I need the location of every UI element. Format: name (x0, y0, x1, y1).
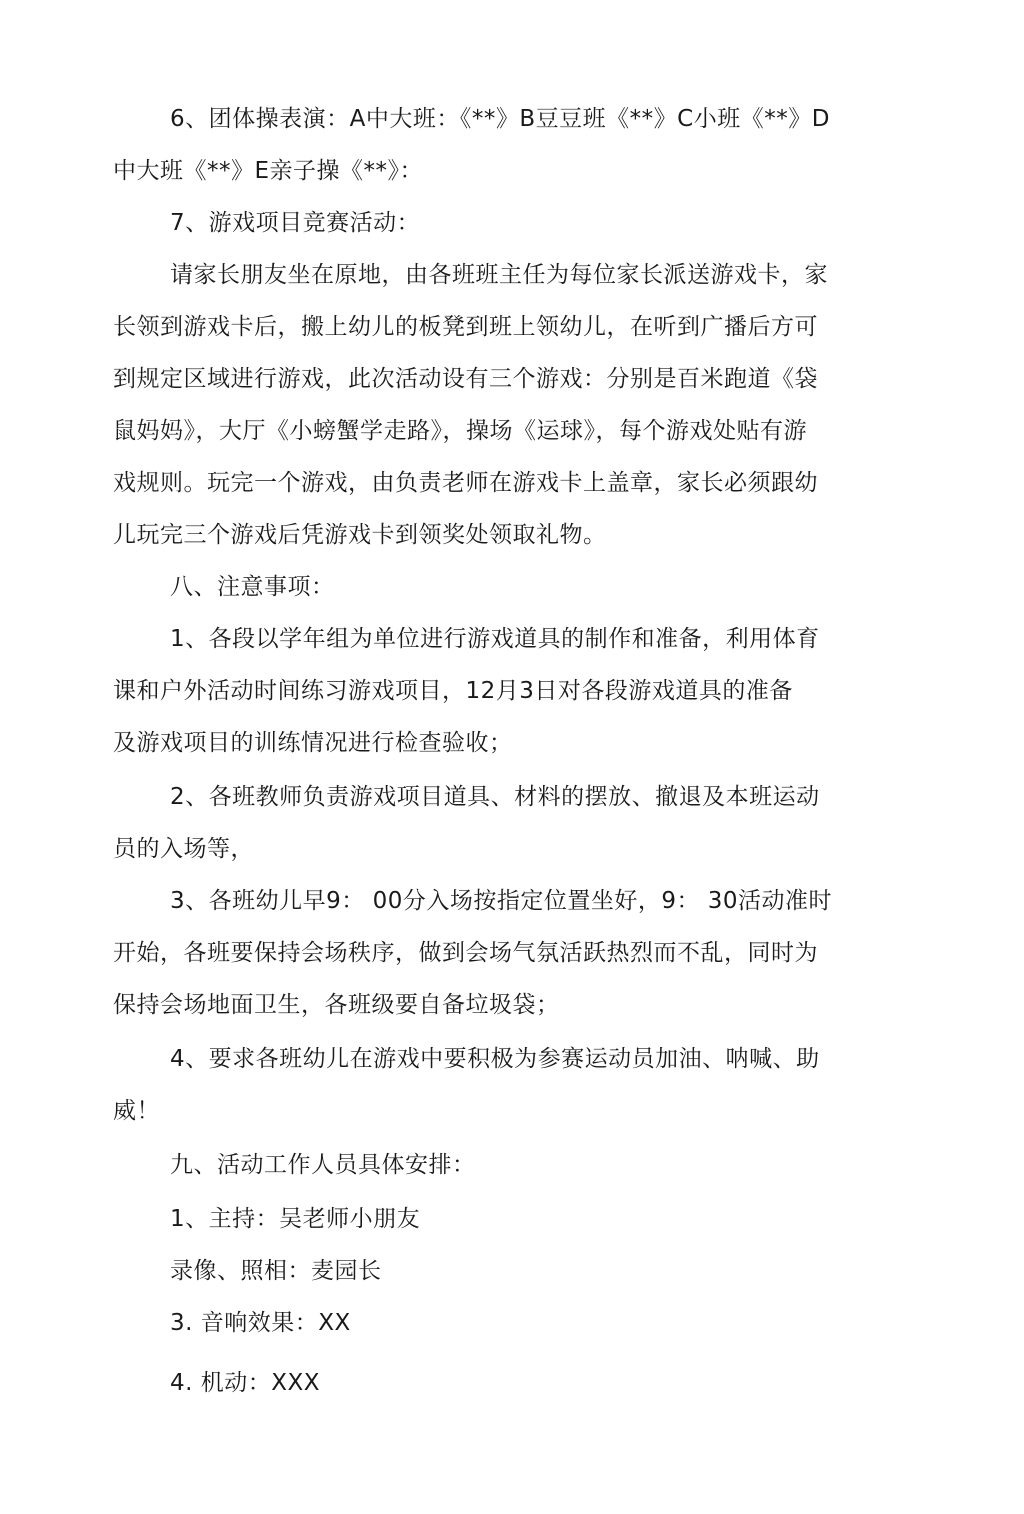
text-line: 6、团体操表演：A中大班：《**》B豆豆班《**》C小班《**》D (170, 106, 830, 132)
text-line: 保持会场地面卫生，各班级要自备垃圾袋； (113, 992, 560, 1018)
text-line: 员的入场等， (113, 836, 254, 862)
text-line: 威！ (113, 1098, 160, 1124)
text-line: 鼠妈妈》，大厅《小螃蟹学走路》，操场《运球》，每个游戏处贴有游 (113, 418, 807, 444)
text-line: 4、要求各班幼儿在游戏中要积极为参赛运动员加油、呐喊、助 (170, 1046, 820, 1072)
text-line: 到规定区域进行游戏，此次活动设有三个游戏：分别是百米跑道《袋 (113, 366, 818, 392)
text-line: 课和户外活动时间练习游戏项目，12月3日对各段游戏道具的准备 (113, 678, 793, 704)
text-line: 1、各段以学年组为单位进行游戏道具的制作和准备，利用体育 (170, 626, 820, 652)
text-line: 请家长朋友坐在原地，由各班班主任为每位家长派送游戏卡，家 (170, 262, 828, 288)
text-line: 3. 音响效果：XX (170, 1310, 351, 1336)
section-heading: 九、活动工作人员具体安排： (170, 1152, 476, 1178)
text-line: 开始，各班要保持会场秩序，做到会场气氛活跃热烈而不乱，同时为 (113, 940, 818, 966)
text-line: 录像、照相：麦园长 (170, 1258, 382, 1284)
text-line: 长领到游戏卡后，搬上幼儿的板凳到班上领幼儿，在听到广播后方可 (113, 314, 818, 340)
text-line: 儿玩完三个游戏后凭游戏卡到领奖处领取礼物。 (113, 522, 607, 548)
text-line: 7、游戏项目竞赛活动： (170, 210, 421, 236)
text-line: 1、主持：吴老师小朋友 (170, 1206, 421, 1232)
text-line: 中大班《**》E亲子操《**》： (113, 158, 424, 184)
text-line: 2、各班教师负责游戏项目道具、材料的摆放、撤退及本班运动 (170, 784, 820, 810)
text-line: 戏规则。玩完一个游戏，由负责老师在游戏卡上盖章，家长必须跟幼 (113, 470, 818, 496)
text-line: 3、各班幼儿早9： 00分入场按指定位置坐好，9： 30活动准时 (170, 888, 833, 914)
section-heading: 八、注意事项： (170, 574, 335, 600)
text-line: 4. 机动：XXX (170, 1370, 321, 1396)
text-line: 及游戏项目的训练情况进行检查验收； (113, 730, 513, 756)
